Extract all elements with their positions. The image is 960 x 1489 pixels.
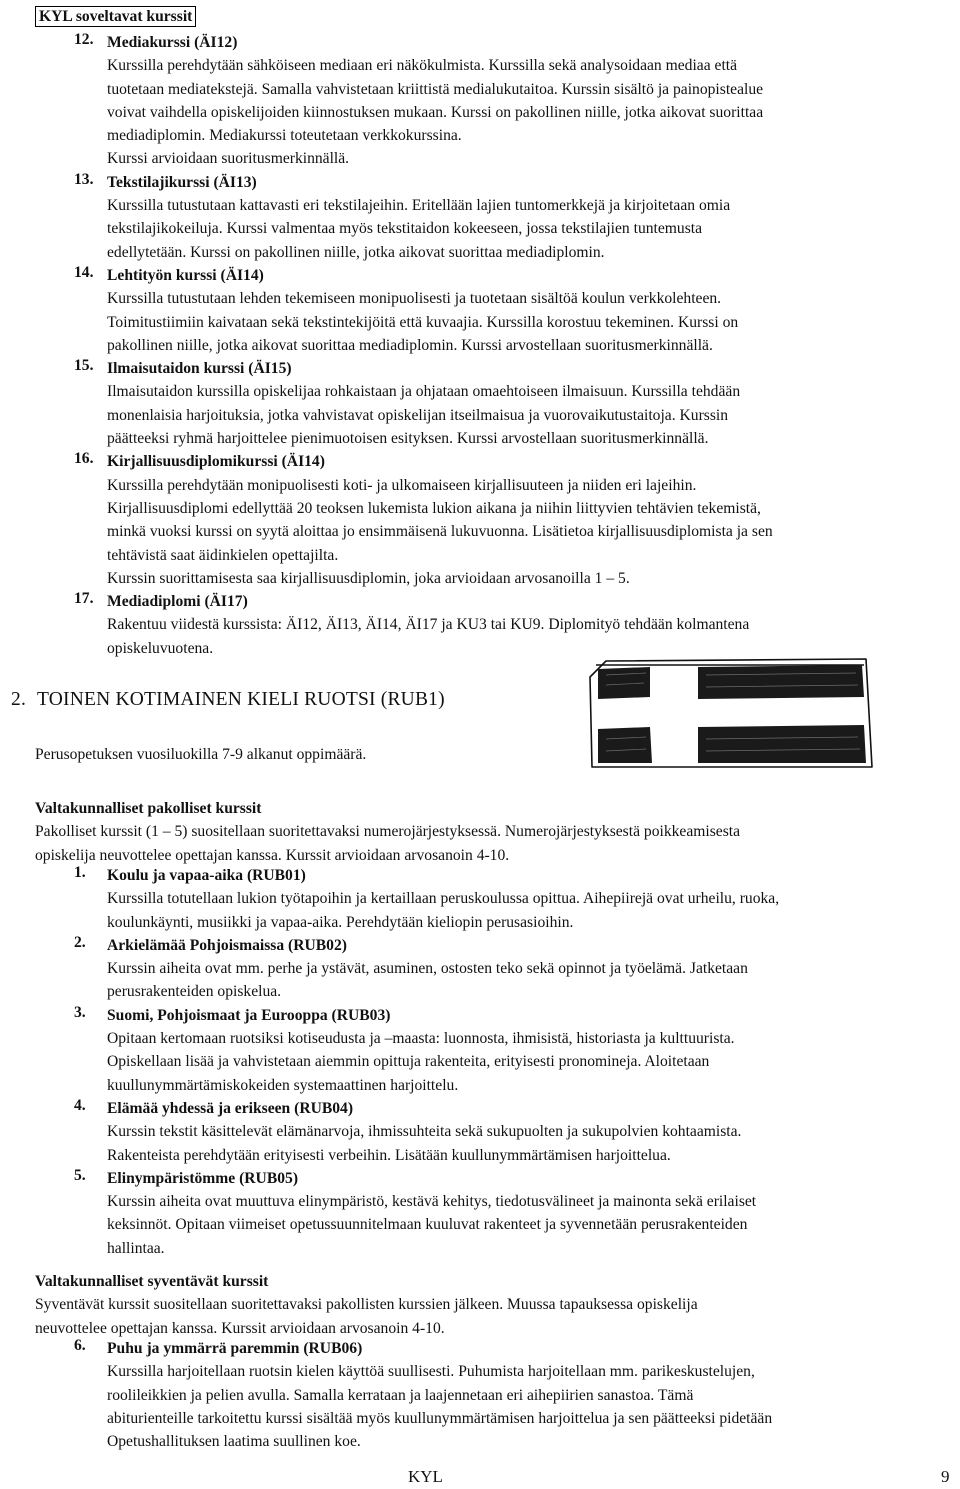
- course-number: 6.: [74, 1337, 86, 1354]
- course-text-line: Opiskellaan lisää ja vahvistetaan aiemmin opittuja rakenteita, erityisesti pronomineja. Aloitetaan: [107, 1053, 710, 1071]
- course-text-line: Rakentuu viidestä kurssista: ÄI12, ÄI13, ÄI14, ÄI17 ja KU3 tai KU9. Diplomityö tehdään kolmantena: [107, 616, 750, 634]
- section-number: 2.: [11, 689, 27, 710]
- section-heading: TOINEN KOTIMAINEN KIELI RUOTSI (RUB1): [37, 689, 445, 710]
- course-title: Kirjallisuusdiplomikurssi (ÄI14): [107, 453, 325, 471]
- course-title: Elinympäristömme (RUB05): [107, 1169, 299, 1187]
- course-title: Koulu ja vapaa-aika (RUB01): [107, 867, 306, 884]
- course-item: [0, 1004, 960, 1097]
- course-text-line: roolileikkien ja pelien avulla. Samalla kerrataan ja laajennetaan eri aihepiirien sanastoa. Tämä: [107, 1386, 694, 1404]
- course-text-line: tuotetaan mediatekstejä. Samalla vahvistetaan kriittistä medialukutaitoa. Kurssin sisältö ja painopistealue: [107, 80, 764, 98]
- course-title: Lehtityön kurssi (ÄI14): [107, 266, 264, 284]
- course-title: Elämää yhdessä ja erikseen (RUB04): [107, 1099, 354, 1117]
- intro-text: Perusopetuksen vuosiluokilla 7-9 alkanut oppimäärä.: [35, 746, 367, 763]
- course-number: 13.: [74, 170, 94, 188]
- course-number: 12.: [74, 31, 94, 48]
- page-number: 9: [941, 1467, 950, 1486]
- course-text-line: Opitaan kertomaan ruotsiksi kotiseudusta ja –maasta: luonnosta, ihmisistä, historiasta ja kulttuurista.: [107, 1030, 735, 1048]
- course-item: [0, 1097, 960, 1167]
- course-text-line: Kurssilla perehdytään monipuolisesti koti- ja ulkomaiseen kirjallisuuteen ja niiden eri lajeihin.: [107, 476, 697, 494]
- course-number: 4.: [74, 1096, 86, 1114]
- course-text-line: Kurssin aiheita ovat muuttuva elinympäristö, kestävä kehitys, tiedotusvälineet ja mainonta sekä erilaiset: [107, 1193, 757, 1211]
- course-text-line: kuullunymmärtämiskokeiden systemaattinen harjoittelu.: [107, 1076, 459, 1094]
- course-item: [0, 450, 960, 590]
- course-text-line: tehtävistä saat äidinkielen opettajilta.: [107, 546, 339, 564]
- course-text-line: Ilmaisutaidon kurssilla opiskelijaa rohkaistaan ja ohjataan omaehtoiseen ilmaisuun. Kurssilla tehdään: [107, 383, 741, 401]
- course-title: Ilmaisutaidon kurssi (ÄI15): [107, 360, 292, 378]
- course-text-line: tekstilajikokeiluja. Kurssi valmentaa myös tekstitaidon kokeeseen, jossa tekstilajien tuntemusta: [107, 220, 703, 238]
- course-item: [0, 171, 960, 264]
- mandatory-block: Valtakunnalliset pakolliset kurssit Pakolliset kurssit (1 – 5) suositellaan suoritettavaksi numerojärjestyksessä. Numerojärjestyksestä poikkeamisesta opiskelija neuvottelee opettajan kanssa. Kurssit arvioidaan arvosanoin 4-10.: [35, 797, 935, 867]
- course-title: Tekstilajikurssi (ÄI13): [107, 173, 257, 191]
- advanced-block: Valtakunnalliset syventävät kurssit Syventävät kurssit suositellaan suoritettavaksi pakollisten kurssien jälkeen. Muussa tapauksessa opiskelija neuvottelee opettajan kanssa. Kurssit arvioidaan arvosanoin 4-10.: [35, 1270, 935, 1340]
- course-number: 2.: [74, 933, 86, 951]
- course-item: [0, 264, 960, 357]
- course-text-line: Kirjallisuusdiplomi edellyttää 20 teoksen lukemista lukion aikana ja niihin liittyvien tehtävien tekemistä,: [107, 499, 761, 517]
- course-number: 14.: [74, 263, 94, 281]
- course-item: [0, 1337, 960, 1453]
- course-item: [0, 590, 960, 660]
- course-text-line: Kurssilla harjoitellaan ruotsin kielen käyttöä suullisesti. Puhumista harjoitellaan mm. parikeskustelujen,: [107, 1363, 755, 1381]
- course-number: 16.: [74, 450, 94, 468]
- course-item: [0, 31, 960, 171]
- mandatory-heading: Valtakunnalliset pakolliset kurssit: [35, 800, 262, 817]
- course-text-line: edellytetään. Kurssi on pakollinen niille, jotka aikovat suorittaa mediadiplomin.: [107, 243, 605, 261]
- course-text-line: hallintaa.: [107, 1239, 165, 1257]
- course-number: 17.: [74, 590, 94, 608]
- section-title: [11, 689, 445, 711]
- course-text-line: keksinnöt. Opitaan viimeiset opetussuunnitelmaan kuuluvat rakenteet ja syvennetään perusrakenteiden: [107, 1216, 748, 1234]
- course-text-line: Kurssilla perehdytään sähköiseen mediaan eri näkökulmista. Kurssilla sekä analysoidaan mediaa että: [107, 57, 738, 75]
- advanced-heading: Valtakunnalliset syventävät kurssit: [35, 1273, 269, 1290]
- course-text-line: Rakenteista perehdytään erityisesti verbeihin. Lisätään kuullunymmärtämisen harjoittelua.: [107, 1146, 671, 1164]
- course-text-line: perusrakenteiden opiskelua.: [107, 983, 282, 1001]
- course-text-line: monenlaisia harjoituksia, jotka vahvistavat opiskelijan itseilmaisua ja vuorovaikutustaitoja. Kurssin: [107, 406, 729, 424]
- header-label: KYL soveltavat kurssit: [35, 6, 196, 27]
- course-text-line: Kurssin aiheita ovat mm. perhe ja ystävät, asuminen, ostosten teko sekä opinnot ja työelämä. Jatketaan: [107, 960, 748, 978]
- course-item: [0, 357, 960, 450]
- footer-label: KYL: [408, 1467, 443, 1486]
- course-text-line: minkä vuoksi kurssi on syytä aloittaa jo ensimmäisenä lukuvuonna. Lisätietoa kirjallisuusdiplomista ja sen: [107, 523, 773, 541]
- course-title: Mediakurssi (ÄI12): [107, 34, 238, 51]
- course-text-line: koulunkäynti, musiikki ja vapaa-aika. Perehdytään kieliopin perusasioihin.: [107, 913, 574, 931]
- course-text-line: Opetushallituksen laatima suullinen koe.: [107, 1433, 361, 1451]
- course-text-line: Kurssilla tutustutaan kattavasti eri tekstilajeihin. Eritellään lajien tuntomerkkejä ja kirjoitetaan omia: [107, 197, 731, 215]
- course-text-line: Kurssilla totutellaan lukion työtapoihin ja kertaillaan peruskoulussa opittua. Aihepiirejä ovat urheilu, ruoka,: [107, 890, 780, 908]
- advanced-course-list: [0, 1337, 960, 1453]
- course-text-line: Toimitustiimiin kaivataan sekä tekstintekijöitä että kuvaajia. Kurssilla korostuu tekeminen. Kurssi on: [107, 313, 739, 331]
- course-text-line: pakollinen niille, jotka aikovat suorittaa mediadiplomin. Kurssi arvostellaan suoritusmerkinnällä.: [107, 336, 713, 354]
- course-text-line: Kurssin suorittamisesta saa kirjallisuusdiplomin, joka arvioidaan arvosanoilla 1 – 5.: [107, 569, 630, 587]
- mandatory-course-list: [0, 864, 960, 1260]
- course-text-line: opiskeluvuotena.: [107, 639, 214, 657]
- course-title: Suomi, Pohjoismaat ja Eurooppa (RUB03): [107, 1006, 391, 1024]
- course-text-line: voivat vaihdella opiskelijoiden kiinnostuksen mukaan. Kurssi on pakollinen niille, jotka aikovat suorittaa: [107, 103, 764, 121]
- course-number: 15.: [74, 357, 94, 375]
- course-text-line: Kurssin tekstit käsittelevät elämänarvoja, ihmissuhteita sekä sukupuolten ja sukupolvien kohtaamista.: [107, 1123, 742, 1141]
- course-text-line: Kurssi arvioidaan suoritusmerkinnällä.: [107, 150, 350, 168]
- top-course-list: [0, 31, 960, 660]
- course-number: 3.: [74, 1003, 86, 1021]
- course-text-line: mediadiplomin. Mediakurssi toteutetaan verkkokurssina.: [107, 127, 462, 145]
- course-item: [0, 1167, 960, 1260]
- course-title: Arkielämää Pohjoismaissa (RUB02): [107, 936, 347, 954]
- course-title: Puhu ja ymmärrä paremmin (RUB06): [107, 1340, 363, 1357]
- course-text-line: päätteeksi ryhmä harjoittelee pienimuotoisen esityksen. Kurssi arvostellaan suoritusmerkinnällä.: [107, 430, 709, 448]
- course-number: 5.: [74, 1166, 86, 1184]
- course-number: 1.: [74, 864, 86, 881]
- course-item: [0, 934, 960, 1004]
- course-item: [0, 864, 960, 934]
- course-text-line: abiturienteille tarkoitettu kurssi sisältää myös kuullunymmärtämisen harjoittelua ja sen päätteeksi pidetään: [107, 1409, 773, 1427]
- course-text-line: Kurssilla tutustutaan lehden tekemiseen monipuolisesti ja tuotetaan sisältöä koulun verkkolehteen.: [107, 290, 722, 308]
- course-title: Mediadiplomi (ÄI17): [107, 593, 248, 611]
